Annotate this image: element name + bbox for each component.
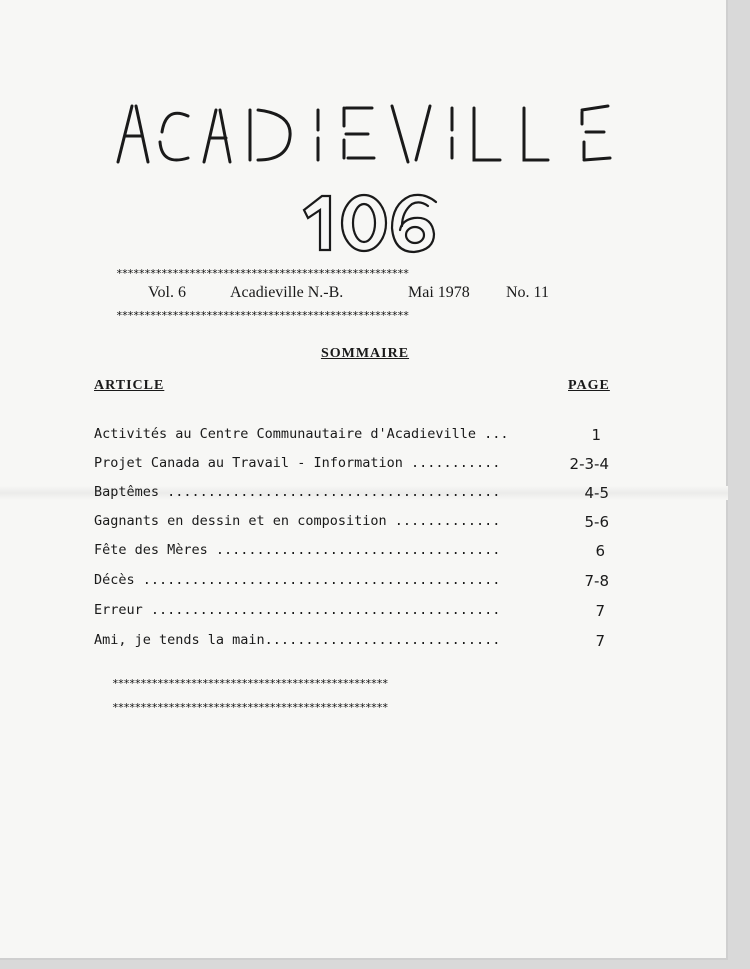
issue-date: Mai 1978: [408, 284, 470, 301]
page-column-heading: PAGE: [568, 378, 610, 393]
toc-title: Ami, je tends la main.............................: [94, 632, 501, 648]
toc-title: Projet Canada au Travail - Information ...........: [94, 455, 501, 471]
toc-row: [94, 572, 609, 594]
masthead: [96, 84, 636, 204]
footer-stars-2: *************************************************: [112, 702, 388, 714]
toc-row: [94, 542, 609, 564]
toc-row: [94, 484, 609, 506]
article-column-heading: ARTICLE: [94, 378, 165, 393]
divider-stars-top: ****************************************************: [116, 268, 409, 280]
toc-title: Erreur ...........................................: [94, 602, 501, 618]
toc-title: Baptêmes .........................................: [94, 484, 501, 500]
toc-title: Gagnants en dessin et en composition .............: [94, 513, 501, 529]
toc-page: 7: [595, 602, 605, 620]
sommaire-heading: SOMMAIRE: [320, 346, 410, 361]
toc-row: [94, 513, 609, 535]
toc-page: 7-8: [584, 572, 609, 590]
toc-page: 7: [595, 632, 605, 650]
masthead-logo: [96, 84, 636, 254]
volume: Vol. 6: [148, 284, 186, 301]
toc-page: 1: [591, 426, 601, 444]
toc-title: Décès ............................................: [94, 572, 501, 588]
toc-row: [94, 455, 609, 477]
toc-page: 6: [595, 542, 605, 560]
place: Acadieville N.-B.: [230, 284, 344, 301]
issue-number: No. 11: [506, 284, 549, 301]
toc-page: 4-5: [584, 484, 609, 502]
toc-row: [94, 426, 609, 448]
footer-stars-1: *************************************************: [112, 678, 388, 690]
toc-page: 2-3-4: [569, 455, 609, 473]
toc-row: [94, 602, 609, 624]
toc-title: Activités au Centre Communautaire d'Acadieville ...: [94, 426, 509, 442]
toc-page: 5-6: [584, 513, 609, 531]
toc-title: Fête des Mères ...................................: [94, 542, 501, 558]
divider-stars-bottom: ****************************************************: [116, 310, 409, 322]
toc-row: [94, 632, 609, 654]
